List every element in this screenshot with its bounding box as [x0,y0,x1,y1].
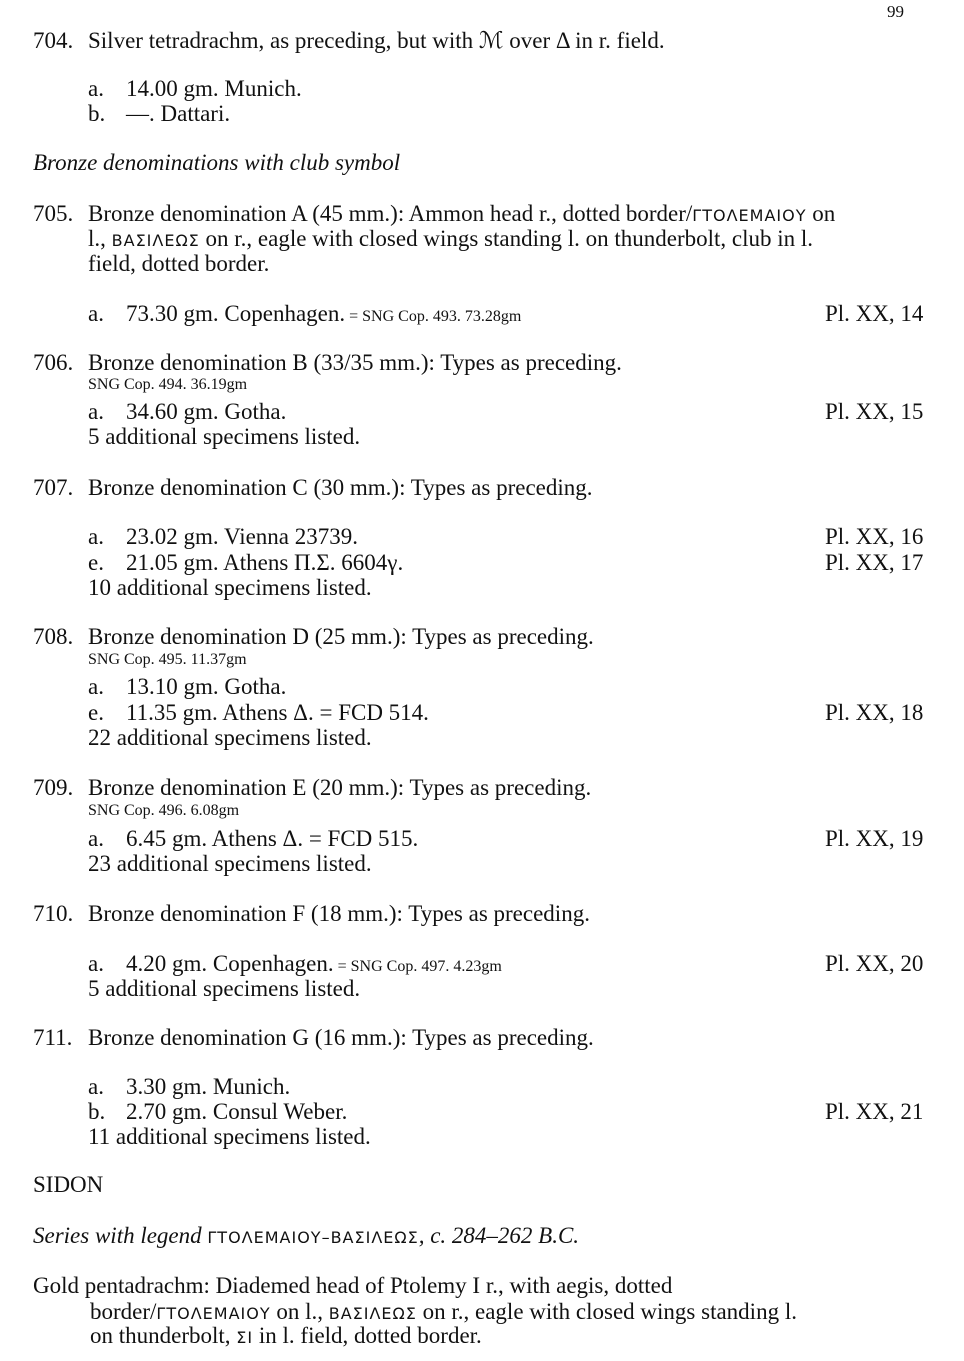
series-text: Series with legend [33,1223,208,1248]
entry-number: 705. [33,201,74,226]
page-number: 99 [887,2,904,21]
specimen-letter: e. [88,550,104,575]
reference: = SNG Cop. 497. 4.23gm [333,958,502,975]
specimen-letter: a. [88,674,104,699]
specimen [88,100,230,128]
specimen [88,673,286,701]
entry-text: on r., eagle with closed wings standing l. [416,1299,797,1324]
entry-text-cont: over Δ in r. field. [509,28,665,53]
specimen-text: 2.70 gm. Consul Weber. [126,1099,348,1124]
specimen-letter: a. [88,524,104,549]
entry-text: on thunderbolt, [90,1323,237,1348]
entry-text: Bronze denomination G (16 mm.): Types as preceding. [88,1025,594,1050]
specimen [88,825,418,853]
reference: SNG Cop. 496. 6.08gm [88,802,240,819]
additional-specimens: 11 additional specimens listed. [88,1124,371,1149]
entry-text: Bronze denomination A (45 mm.): Ammon head r., dotted border/ [88,201,693,226]
additional-specimens: 10 additional specimens listed. [88,575,372,600]
entry-text: on [806,201,836,226]
entry-710 [33,900,590,928]
specimen-text: 21.05 gm. Athens Π.Σ. 6604γ. [126,550,404,575]
entry-text: on r., eagle with closed wings standing l. on thunderbolt, club in l. [199,226,814,251]
reference: = SNG Cop. 493. 73.28gm [345,308,522,325]
plate-ref: Pl. XX, 18 [825,700,924,725]
greek-legend: ΓΤΟΛΕΜΑΙΟΥ–ΒΑΣΙΛΕΩΣ [207,1228,419,1247]
entry-number: 709. [33,775,74,800]
plate-ref: Pl. XX, 14 [825,301,924,326]
greek-legend: ΓΤΟΛΕΜΑΙΟΥ [692,206,807,225]
entry-number: 711. [33,1025,73,1050]
additional-specimens: 22 additional specimens listed. [88,725,372,750]
greek-legend: ΓΤΟΛΕΜΑΙΟΥ [156,1304,271,1323]
specimen-text: 6.45 gm. Athens Δ. = FCD 515. [126,826,419,851]
entry-number: 704. [33,28,74,53]
gold-entry: Gold pentadrachm: Diademed head of Ptolemy I r., with aegis, dotted [33,1273,673,1298]
monogram: ℳ [478,28,504,53]
specimen-text: 73.30 gm. Copenhagen. [126,301,346,326]
plate-ref: Pl. XX, 21 [825,1099,924,1124]
gold-entry-cont [90,1322,482,1350]
entry-705-cont [88,225,813,253]
specimen-text: 4.20 gm. Copenhagen. [126,951,334,976]
entry-text: Silver tetradrachm, as preceding, but with [88,28,474,53]
entry-text: l., [88,226,112,251]
specimen-letter: a. [88,951,104,976]
additional-specimens: 23 additional specimens listed. [88,851,372,876]
specimen-text: 23.02 gm. Vienna 23739. [126,524,359,549]
specimen-text: 13.10 gm. Gotha. [126,674,287,699]
specimen [88,1098,347,1126]
plate-ref: Pl. XX, 16 [825,524,924,549]
entry-number: 706. [33,350,74,375]
section-title-sidon: SIDON [33,1172,104,1197]
specimen [88,523,358,551]
greek-legend: ΒΑΣΙΛΕΩΣ [328,1304,417,1323]
specimen [88,549,403,577]
entry-705-cont: field, dotted border. [88,251,270,276]
entry-705 [33,200,835,228]
entry-text: Bronze denomination D (25 mm.): Types as preceding. [88,624,594,649]
specimen [88,75,302,103]
specimen [88,1073,290,1101]
specimen-text: 34.60 gm. Gotha. [126,399,287,424]
specimen-letter: a. [88,1074,104,1099]
entry-711 [33,1024,594,1052]
entry-number: 710. [33,901,74,926]
specimen-letter: b. [88,1099,106,1124]
additional-specimens: 5 additional specimens listed. [88,424,361,449]
specimen-text: 11.35 gm. Athens Δ. = FCD 514. [126,700,429,725]
specimen-letter: a. [88,76,104,101]
specimen-letter: a. [88,301,104,326]
specimen [88,398,286,426]
entry-704 [33,27,665,55]
section-heading: Bronze denominations with club symbol [33,150,401,175]
specimen-letter: e. [88,700,104,725]
entry-text: border/ [90,1299,157,1324]
entry-number: 707. [33,475,74,500]
entry-text: Bronze denomination F (18 mm.): Types as preceding. [88,901,590,926]
series-text: , c. 284–262 B.C. [418,1223,580,1248]
specimen [88,300,521,328]
reference: SNG Cop. 495. 11.37gm [88,651,247,668]
plate-ref: Pl. XX, 15 [825,399,924,424]
additional-specimens: 5 additional specimens listed. [88,976,361,1001]
entry-text: Bronze denomination C (30 mm.): Types as preceding. [88,475,593,500]
entry-text: in l. field, dotted border. [253,1323,482,1348]
plate-ref: Pl. XX, 17 [825,550,924,575]
plate-ref: Pl. XX, 19 [825,826,924,851]
specimen [88,950,502,978]
reference: SNG Cop. 494. 36.19gm [88,376,248,393]
plate-ref: Pl. XX, 20 [825,951,924,976]
specimen-letter: a. [88,399,104,424]
entry-text: Bronze denomination B (33/35 mm.): Types as preceding. [88,350,622,375]
specimen-text: 14.00 gm. Munich. [126,76,302,101]
entry-707 [33,474,593,502]
greek-legend: ΣΙ [236,1328,254,1347]
specimen-text: —. Dattari. [126,101,231,126]
entry-text: Bronze denomination E (20 mm.): Types as preceding. [88,775,592,800]
specimen-letter: a. [88,826,104,851]
entry-text: on l., [270,1299,329,1324]
specimen [88,699,429,727]
greek-legend: ΒΑΣΙΛΕΩΣ [111,231,200,250]
entry-number: 708. [33,624,74,649]
specimen-text: 3.30 gm. Munich. [126,1074,291,1099]
specimen-letter: b. [88,101,106,126]
series-heading [33,1222,579,1250]
